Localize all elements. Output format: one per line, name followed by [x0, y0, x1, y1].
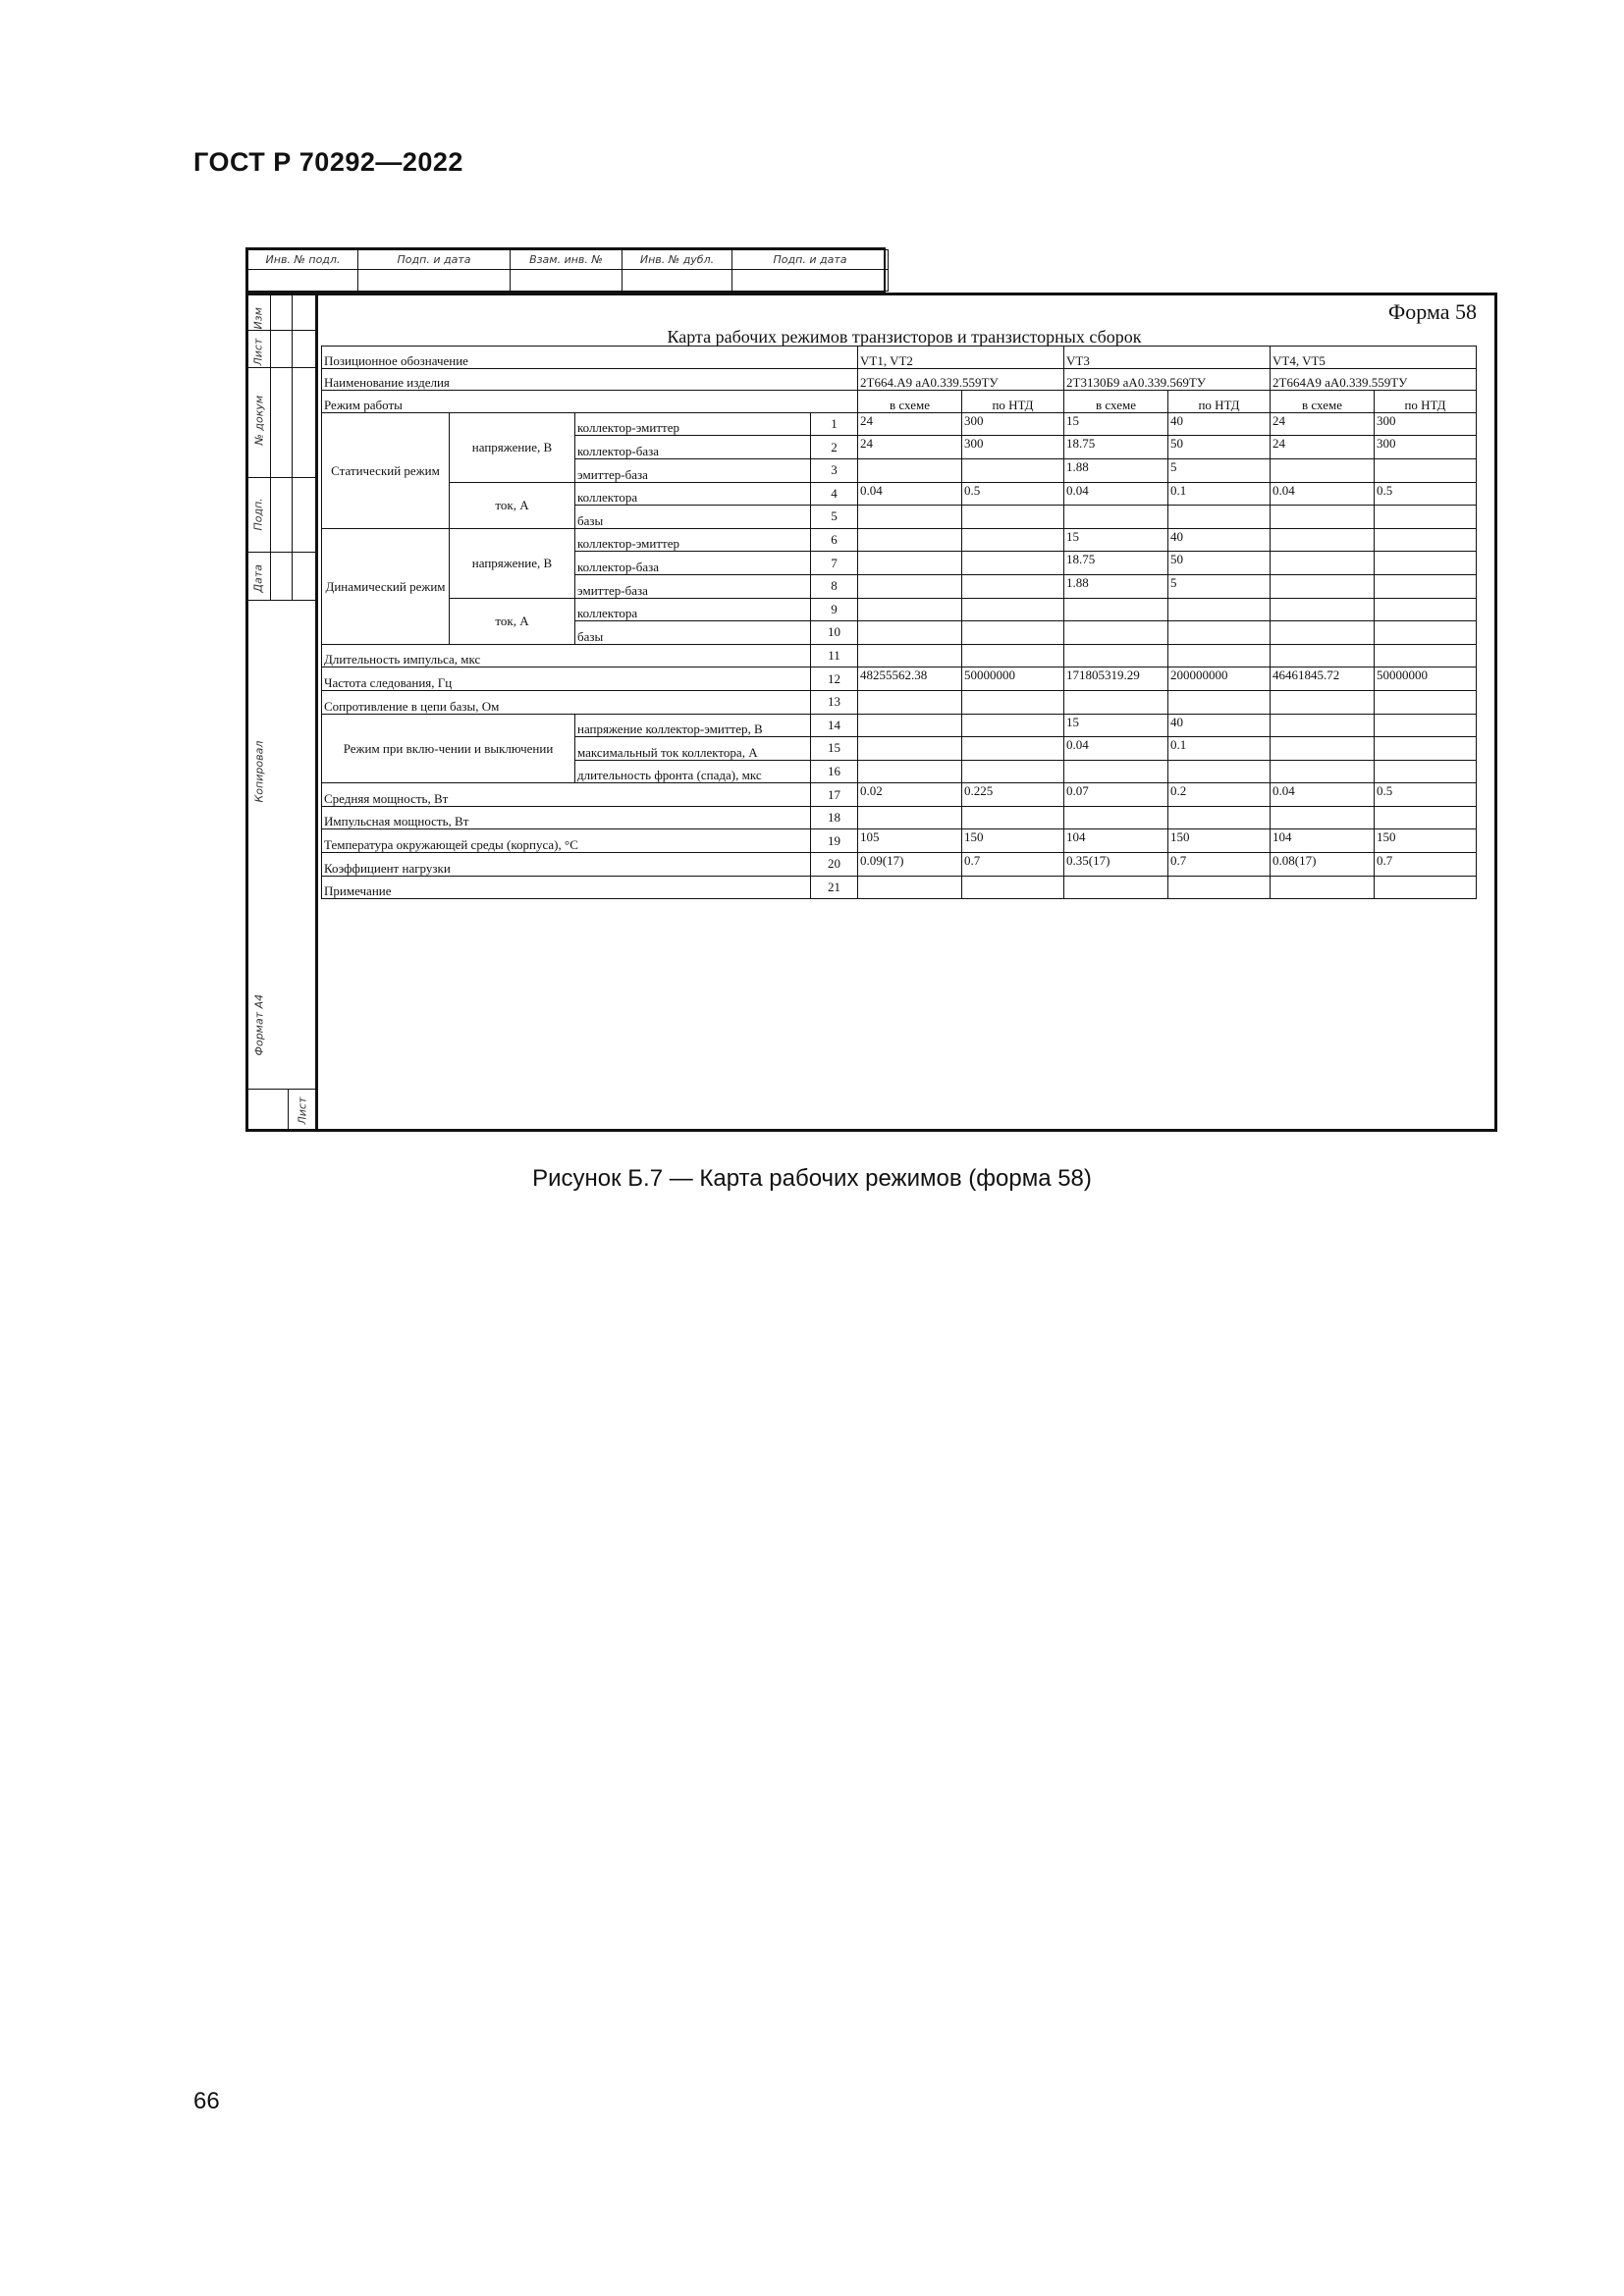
column-header: в схеме	[1064, 391, 1168, 413]
column-header: по НТД	[1168, 391, 1271, 413]
value-cell	[1375, 876, 1477, 899]
form-title: Карта рабочих режимов транзисторов и транзисторных сборок	[667, 327, 1142, 347]
device-position: VT1, VT2	[858, 347, 1064, 369]
value-cell	[1064, 760, 1168, 783]
value-cell: 24	[1271, 412, 1375, 436]
value-cell	[1271, 574, 1375, 598]
row-label: Импульсная мощность, Вт	[322, 806, 811, 829]
row-number: 11	[811, 644, 858, 667]
value-cell	[1271, 760, 1375, 783]
value-cell	[1271, 621, 1375, 645]
value-cell	[962, 806, 1064, 829]
value-cell: 50000000	[1375, 667, 1477, 691]
table-row	[322, 482, 1477, 506]
value-cell: 0.7	[962, 853, 1064, 877]
table-row	[322, 829, 1477, 853]
row-label: длительность фронта (спада), мкс	[575, 760, 811, 783]
value-cell	[1064, 876, 1168, 899]
group-label: ток, А	[450, 598, 575, 644]
row-label: Коэффициент нагрузки	[322, 853, 811, 877]
value-cell	[1375, 458, 1477, 482]
device-position: VT4, VT5	[1271, 347, 1477, 369]
value-cell: 1.88	[1064, 574, 1168, 598]
group-label: ток, А	[450, 482, 575, 528]
row-number: 6	[811, 528, 858, 552]
value-cell: 24	[858, 436, 962, 459]
table-row	[322, 368, 1477, 391]
row-number: 15	[811, 737, 858, 761]
value-cell	[1375, 714, 1477, 737]
row-label: коллектор-эмиттер	[575, 412, 811, 436]
row-number: 8	[811, 574, 858, 598]
change-label: Изм	[251, 307, 265, 330]
value-cell	[1064, 506, 1168, 529]
value-cell: 200000000	[1168, 667, 1271, 691]
value-cell	[962, 760, 1064, 783]
value-cell: 104	[1064, 829, 1168, 853]
table-row	[322, 598, 1477, 621]
value-cell	[858, 506, 962, 529]
value-cell: 150	[1375, 829, 1477, 853]
value-cell	[1271, 598, 1375, 621]
value-cell: 48255562.38	[858, 667, 962, 691]
value-cell	[1375, 574, 1477, 598]
row-number: 12	[811, 667, 858, 691]
value-cell	[1271, 552, 1375, 575]
value-cell: 0.04	[1064, 737, 1168, 761]
row-label: коллектор-эмиттер	[575, 528, 811, 552]
value-cell	[1271, 458, 1375, 482]
row-label: коллектор-база	[575, 436, 811, 459]
row-label: коллектор-база	[575, 552, 811, 575]
device-product: 2Т3130Б9 аА0.339.569ТУ	[1064, 368, 1271, 391]
value-cell	[858, 806, 962, 829]
value-cell	[962, 598, 1064, 621]
value-cell	[962, 737, 1064, 761]
value-cell	[1168, 760, 1271, 783]
value-cell: 0.02	[858, 783, 962, 807]
value-cell: 0.225	[962, 783, 1064, 807]
value-cell	[858, 737, 962, 761]
group-label: напряжение, В	[450, 528, 575, 598]
row-label: Сопротивление в цепи базы, Ом	[322, 690, 811, 714]
column-header: в схеме	[858, 391, 962, 413]
date-label: Дата	[251, 564, 265, 593]
value-cell	[1064, 644, 1168, 667]
value-cell	[1375, 644, 1477, 667]
value-cell: 0.04	[1271, 783, 1375, 807]
device-product: 2Т664А9 аА0.339.559ТУ	[1271, 368, 1477, 391]
value-cell: 15	[1064, 528, 1168, 552]
stamp-label: Подп. и дата	[732, 250, 889, 270]
signature-label: Подп.	[251, 498, 265, 531]
group-label: Режим при вклю-чении и выключении	[322, 714, 575, 783]
stamp-label: Подп. и дата	[358, 250, 511, 270]
value-cell: 40	[1168, 412, 1271, 436]
device-position: VT3	[1064, 347, 1271, 369]
value-cell: 0.5	[962, 482, 1064, 506]
row-number: 5	[811, 506, 858, 529]
value-cell: 150	[962, 829, 1064, 853]
row-number: 21	[811, 876, 858, 899]
stamp-label: Инв. № дубл.	[623, 250, 732, 270]
group-label: напряжение, В	[450, 412, 575, 482]
figure-caption: Рисунок Б.7 — Карта рабочих режимов (форма 58)	[532, 1165, 1092, 1192]
row-number: 7	[811, 552, 858, 575]
value-cell: 0.1	[1168, 482, 1271, 506]
value-cell	[1168, 598, 1271, 621]
row-label: коллектора	[575, 482, 811, 506]
value-cell	[962, 552, 1064, 575]
operating-modes-table	[321, 346, 1477, 899]
value-cell	[858, 690, 962, 714]
stamp-strip	[245, 247, 886, 294]
value-cell	[962, 506, 1064, 529]
value-cell: 0.1	[1168, 737, 1271, 761]
value-cell	[1271, 714, 1375, 737]
value-cell	[1375, 737, 1477, 761]
group-label: Статический режим	[322, 412, 450, 528]
value-cell	[1375, 528, 1477, 552]
value-cell	[1375, 690, 1477, 714]
column-header: в схеме	[1271, 391, 1375, 413]
value-cell	[962, 458, 1064, 482]
value-cell	[962, 574, 1064, 598]
value-cell	[962, 690, 1064, 714]
value-cell	[1168, 506, 1271, 529]
value-cell	[962, 644, 1064, 667]
value-cell: 50	[1168, 552, 1271, 575]
value-cell	[1064, 806, 1168, 829]
value-cell: 0.04	[1064, 482, 1168, 506]
value-cell: 15	[1064, 714, 1168, 737]
row-label: напряжение коллектор-эмиттер, В	[575, 714, 811, 737]
stamp-label: Инв. № подл.	[248, 250, 358, 270]
stamp-label: Взам. инв. №	[511, 250, 623, 270]
position-label: Позиционное обозначение	[322, 347, 858, 369]
value-cell: 24	[1271, 436, 1375, 459]
value-cell	[962, 621, 1064, 645]
value-cell	[858, 552, 962, 575]
value-cell: 0.2	[1168, 783, 1271, 807]
value-cell: 5	[1168, 574, 1271, 598]
table-row	[322, 714, 1477, 737]
row-label: Примечание	[322, 876, 811, 899]
mode-label: Режим работы	[322, 391, 858, 413]
row-number: 1	[811, 412, 858, 436]
sheet-label: Лист	[251, 338, 265, 366]
page-number: 66	[193, 2088, 220, 2114]
format-label: Формат А4	[252, 993, 266, 1056]
stamp-cell	[732, 270, 889, 292]
value-cell	[1375, 806, 1477, 829]
row-number: 4	[811, 482, 858, 506]
value-cell: 0.09(17)	[858, 853, 962, 877]
row-label: Частота следования, Гц	[322, 667, 811, 691]
value-cell	[1375, 621, 1477, 645]
value-cell	[1375, 506, 1477, 529]
value-cell	[1064, 621, 1168, 645]
value-cell	[1375, 760, 1477, 783]
value-cell: 15	[1064, 412, 1168, 436]
table-row	[322, 783, 1477, 807]
value-cell	[1375, 552, 1477, 575]
value-cell: 104	[1271, 829, 1375, 853]
value-cell	[1271, 690, 1375, 714]
sheet-number-label: Лист	[296, 1096, 309, 1125]
form-number: Форма 58	[1387, 299, 1477, 324]
row-label: коллектора	[575, 598, 811, 621]
row-label: Температура окружающей среды (корпуса), °С	[322, 829, 811, 853]
value-cell: 300	[1375, 436, 1477, 459]
table-row	[322, 528, 1477, 552]
table-row	[322, 806, 1477, 829]
column-header: по НТД	[1375, 391, 1477, 413]
column-header: по НТД	[962, 391, 1064, 413]
value-cell: 5	[1168, 458, 1271, 482]
row-number: 20	[811, 853, 858, 877]
value-cell	[858, 574, 962, 598]
row-label: максимальный ток коллектора, А	[575, 737, 811, 761]
copied-label: Копировал	[252, 740, 266, 803]
table-row	[322, 690, 1477, 714]
value-cell	[858, 621, 962, 645]
value-cell: 50000000	[962, 667, 1064, 691]
table-row	[322, 412, 1477, 436]
value-cell	[858, 458, 962, 482]
value-cell: 46461845.72	[1271, 667, 1375, 691]
value-cell	[858, 714, 962, 737]
value-cell	[858, 598, 962, 621]
value-cell	[962, 876, 1064, 899]
value-cell: 300	[962, 436, 1064, 459]
row-label: Длительность импульса, мкс	[322, 644, 811, 667]
row-number: 10	[811, 621, 858, 645]
value-cell	[1064, 598, 1168, 621]
group-label: Динамический режим	[322, 528, 450, 644]
device-product: 2Т664.А9 аА0.339.559ТУ	[858, 368, 1064, 391]
value-cell: 0.35(17)	[1064, 853, 1168, 877]
value-cell	[858, 644, 962, 667]
stamp-cell	[358, 270, 511, 292]
value-cell	[1271, 644, 1375, 667]
value-cell	[858, 876, 962, 899]
value-cell: 150	[1168, 829, 1271, 853]
value-cell	[858, 528, 962, 552]
row-number: 18	[811, 806, 858, 829]
value-cell	[1168, 621, 1271, 645]
value-cell	[1064, 690, 1168, 714]
row-label: Средняя мощность, Вт	[322, 783, 811, 807]
value-cell: 18.75	[1064, 552, 1168, 575]
value-cell: 300	[962, 412, 1064, 436]
value-cell: 0.5	[1375, 482, 1477, 506]
value-cell	[962, 714, 1064, 737]
stamp-cell	[511, 270, 623, 292]
row-number: 2	[811, 436, 858, 459]
table-row	[322, 876, 1477, 899]
value-cell: 40	[1168, 714, 1271, 737]
table-row	[322, 347, 1477, 369]
value-cell: 105	[858, 829, 962, 853]
value-cell	[1168, 876, 1271, 899]
value-cell	[858, 760, 962, 783]
value-cell	[1168, 690, 1271, 714]
table-row	[322, 667, 1477, 691]
value-cell	[1168, 806, 1271, 829]
value-cell: 0.08(17)	[1271, 853, 1375, 877]
value-cell	[1271, 506, 1375, 529]
value-cell: 1.88	[1064, 458, 1168, 482]
row-number: 9	[811, 598, 858, 621]
value-cell	[1168, 644, 1271, 667]
value-cell: 171805319.29	[1064, 667, 1168, 691]
row-label: базы	[575, 506, 811, 529]
table-row	[322, 853, 1477, 877]
value-cell: 0.7	[1375, 853, 1477, 877]
row-number: 16	[811, 760, 858, 783]
form-frame	[245, 293, 1497, 1132]
value-cell	[1271, 528, 1375, 552]
value-cell: 0.5	[1375, 783, 1477, 807]
value-cell: 18.75	[1064, 436, 1168, 459]
row-number: 3	[811, 458, 858, 482]
table-row	[322, 391, 1477, 413]
row-number: 17	[811, 783, 858, 807]
value-cell	[1271, 876, 1375, 899]
value-cell: 0.04	[858, 482, 962, 506]
value-cell	[1271, 737, 1375, 761]
row-label: эмиттер-база	[575, 574, 811, 598]
row-number: 14	[811, 714, 858, 737]
value-cell: 50	[1168, 436, 1271, 459]
value-cell: 24	[858, 412, 962, 436]
value-cell: 0.7	[1168, 853, 1271, 877]
value-cell: 0.04	[1271, 482, 1375, 506]
revision-panel	[248, 295, 318, 1129]
value-cell	[1375, 598, 1477, 621]
value-cell: 0.07	[1064, 783, 1168, 807]
sheet-box-divider	[288, 1089, 289, 1129]
document-number-label: № докум	[252, 395, 266, 446]
row-label: эмиттер-база	[575, 458, 811, 482]
table-row	[322, 644, 1477, 667]
row-number: 13	[811, 690, 858, 714]
stamp-cell	[248, 270, 358, 292]
stamp-cell	[623, 270, 732, 292]
value-cell	[1271, 806, 1375, 829]
value-cell	[962, 528, 1064, 552]
page-header: ГОСТ Р 70292—2022	[193, 147, 463, 177]
value-cell: 40	[1168, 528, 1271, 552]
row-number: 19	[811, 829, 858, 853]
row-label: базы	[575, 621, 811, 645]
value-cell: 300	[1375, 412, 1477, 436]
product-label: Наименование изделия	[322, 368, 858, 391]
